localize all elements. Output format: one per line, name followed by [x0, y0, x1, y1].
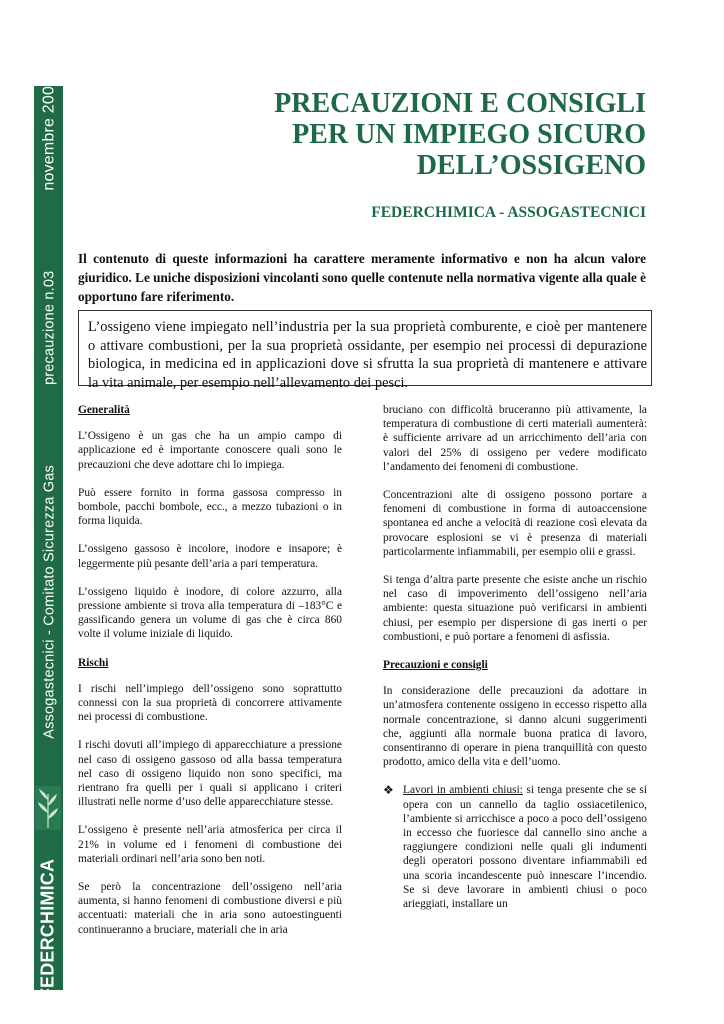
paragraph: Può essere fornito in forma gassosa compresso in bombole, pacchi bombole, ecc., a mezzo tubazioni o in forma liquida. — [78, 486, 342, 528]
paragraph: Concentrazioni alte di ossigeno possono portare a fenomeni di combustione in forma di autoaccensione spontanea ed anche a velocità di reazione così elevata da provocare esplosioni se vi è presenza di materiali particolarmente infiammabili, per esempio olii e grassi. — [383, 489, 647, 558]
paragraph: Si tenga d’altra parte presente che esiste anche un rischio nel caso di impoverimento dell’ossigeno nell’aria ambiente: questa situazione può verificarsi in ambienti chiusi, per esempio per dispersione di gas inerti o per combustioni, e può portare a fenomeni di asfissia. — [383, 574, 647, 643]
sidebar-issue: precauzione n.03 — [41, 270, 58, 386]
section-heading-precauzioni: Precauzioni e consigli — [383, 659, 488, 672]
paragraph: bruciano con difficoltà bruceranno più attivamente, la temperatura di combustione di certi materiali aumenterà: è sufficiente arrivare ad un arricchimento dell’aria con valori del 25% di ossigeno per vedere modificato l’andamento dei fenomeni di combustione. — [383, 404, 647, 473]
paragraph: L’ossigeno liquido è inodore, di colore azzurro, alla pressione ambiente si trova alla temperatura di –183°C e gassificando genera un volume di gas che è circa 860 volte il volume iniziale di liquido. — [78, 585, 342, 641]
title-line: PRECAUZIONI E CONSIGLI — [274, 88, 646, 119]
paragraph: Se però la concentrazione dell’ossigeno nell’aria aumenta, si hanno fenomeni di combustione diversi e più accentuati: materiali che in aria sono autoestinguenti continueranno a bruciare, materiali che in aria — [78, 881, 342, 936]
title-line: PER UN IMPIEGO SICURO — [292, 119, 646, 150]
disclaimer: Il contenuto di queste informazioni ha carattere meramente informativo e non ha alcun valore giuridico. Le uniche disposizioni vincolanti sono quelle contenute nella normativa vigente alla quale è opportuno fare riferimento. — [78, 251, 646, 304]
sidebar-date: novembre 2003 — [40, 76, 58, 191]
sidebar-brand: FEDERCHIMICA — [37, 858, 58, 1000]
paragraph: L’Ossigeno è un gas che ha un ampio campo di applicazione ed è importante conoscere quali sono le precauzioni che deve adottare chi lo impiega. — [78, 430, 342, 471]
section-heading-generalita: Generalità — [78, 404, 130, 416]
section-heading-rischi: Rischi — [78, 656, 109, 669]
bullet-label: Lavori in ambienti chiusi: — [403, 784, 523, 797]
bullet-diamond-icon: ❖ — [383, 783, 394, 798]
paragraph: I rischi nell’impiego dell’ossigeno sono soprattutto connessi con la sua proprietà di concorrere attivamente nei processi di combustione. — [78, 682, 342, 724]
title-line: DELL’OSSIGENO — [416, 150, 646, 181]
bullet-item — [383, 783, 647, 911]
paragraph: L’ossigeno è presente nell’aria atmosferica per circa il 21% in volume ed i fenomeni di combustione dei materiali ordinari nell’aria sono ben noti. — [78, 824, 342, 865]
paragraph: In considerazione delle precauzioni da adottare in un’atmosfera contenente ossigeno in eccesso rispetto alla normale concentrazione, si danno alcuni suggerimenti che, aggiunti alla normale buona pratica di lavoro, consentiranno di operare in piena tranquillità con questo prodotto, amico della vita e dell’uomo. — [383, 685, 647, 769]
intro-box: L’ossigeno viene impiegato nell’industria per la sua proprietà comburente, e cioè per mantenere o attivare combustioni, per la sua proprietà ossidante, per esempio nei processi di depurazione biologica, in medicina ed in applicazioni dove si sfrutta la sua proprietà di mantenere e attivare la vita animale, per esempio nell’allevamento dei pesci. — [78, 310, 652, 386]
bullet-body: si tenga presente che se si opera con un cannello da taglio ossiacetilenico, l’ambiente si arricchisce a poco a poco dell’ossigeno in eccesso che fuoriesce dal cannello sino anche a raggiungere condizioni nelle quali gli indumenti degli operatori possono diventare infiammabili ed una scoria incandescente può innescare l’incendio. Se si deve lavorare in ambienti chiusi o poco arieggiati, installare un — [403, 784, 647, 911]
page-subtitle: FEDERCHIMICA - ASSOGASTECNICI — [371, 204, 646, 221]
right-column — [383, 403, 647, 911]
paragraph: L’ossigeno gassoso è incolore, inodore e insapore; è leggermente più pesante dell’aria a pari temperatura. — [78, 543, 342, 570]
sidebar-description: Assogastecnici - Comitato Sicurezza Gas — [41, 465, 58, 739]
paragraph: I rischi dovuti all’impiego di apparecchiature a pressione nel caso di ossigeno gassoso od alla bassa temperatura nel caso di ossigeno liquido non sono specifici, ma rientrano fra quelli per i quali si applicano i criteri illustrati nelle norme d’uso delle apparecchiature stesse. — [78, 739, 342, 809]
bullet-text — [403, 783, 647, 911]
left-column — [78, 403, 342, 951]
page-title — [166, 88, 646, 181]
